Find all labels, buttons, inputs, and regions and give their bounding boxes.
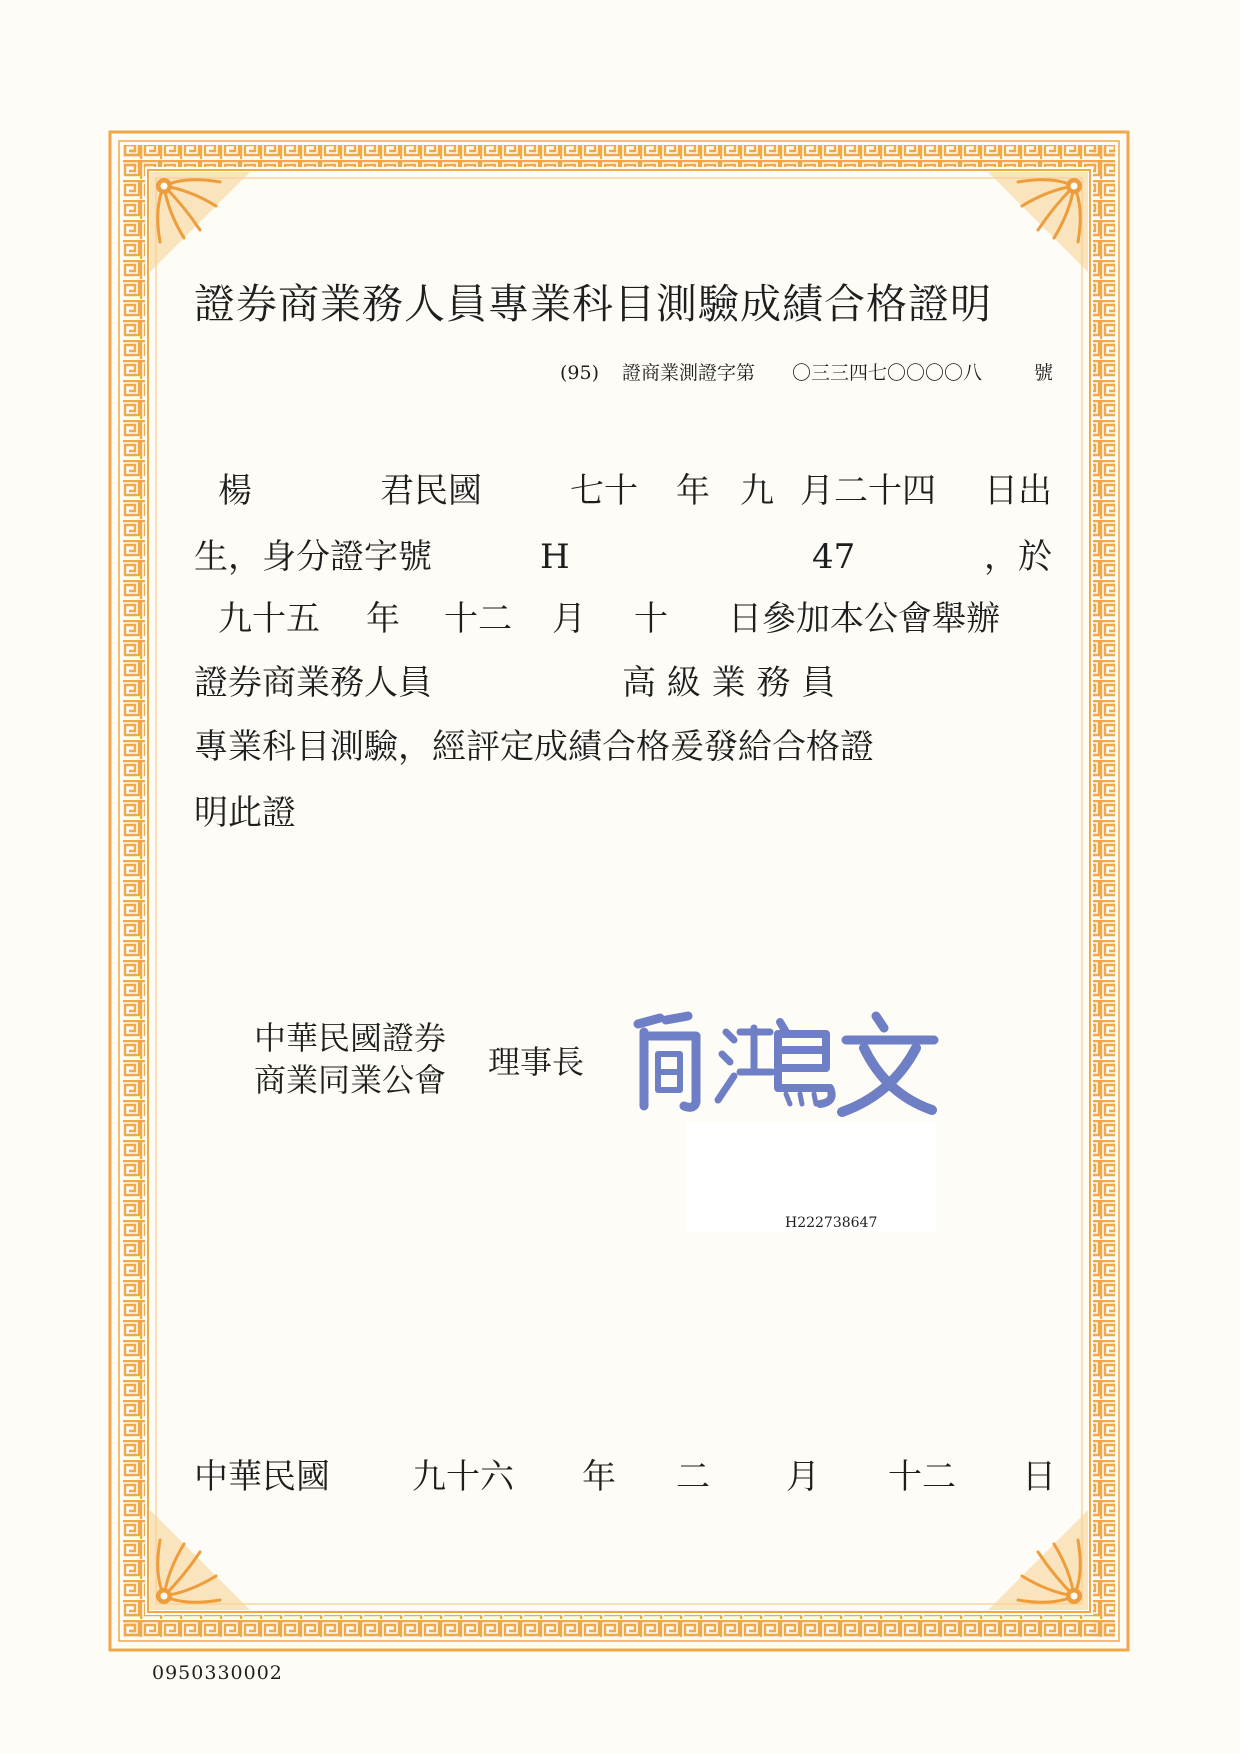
exam-category: 證券商業務人員 [194,663,432,703]
issue-month-unit: 月 [786,1457,820,1497]
issue-date-prefix: 中華民國 [194,1457,330,1497]
exam-month-unit: 月 [552,599,586,639]
closing-statement: 明此證 [194,793,296,833]
birth-year: 七十 [570,471,638,511]
birth-month-unit: 月二十四 [800,471,936,511]
exam-level: 高 級 業 務 員 [622,663,836,703]
holder-surname: 楊 [218,471,252,511]
issue-year: 九十六 [412,1457,514,1497]
issue-year-unit: 年 [582,1457,616,1497]
birth-day-unit: 日出 [984,471,1052,511]
birth-month: 九 [740,471,774,511]
result-statement: 專業科目測驗，經評定成績合格爰發給合格證 [194,727,874,767]
cert-number-suffix: 號 [1034,362,1054,384]
birth-year-unit: 年 [676,471,710,511]
exam-year: 九十五 [218,599,320,639]
issue-day-unit: 日 [1022,1457,1056,1497]
certificate-title: 證券商業務人員專業科目測驗成績合格證明 [194,280,992,328]
exam-year-unit: 年 [366,599,400,639]
holder-suffix: 君民國 [380,471,482,511]
cert-number-label: 證商業測證字第 [622,362,756,384]
signature-image [630,1010,950,1120]
id-digits: 47 [812,537,856,577]
exam-organizer: 日參加本公會舉辦 [728,599,1000,639]
id-letter: H [540,537,570,577]
cert-number-value: 〇三三四七〇〇〇〇八 [792,362,983,384]
barcode-number: H222738647 [782,1215,880,1231]
id-suffix: ，於 [984,537,1052,577]
id-label: 生，身分證字號 [194,537,432,577]
issuer-org-line2: 商業同業公會 [254,1061,447,1099]
serial-number: 0950330002 [152,1662,283,1684]
cert-number-year: (95) [560,362,600,384]
issue-month: 二 [676,1457,710,1497]
issuer-org-line1: 中華民國證券 [254,1019,447,1057]
exam-month: 十二 [444,599,512,639]
exam-day: 十 [634,599,668,639]
issuer-role: 理事長 [488,1043,585,1081]
issue-day: 十二 [888,1457,956,1497]
